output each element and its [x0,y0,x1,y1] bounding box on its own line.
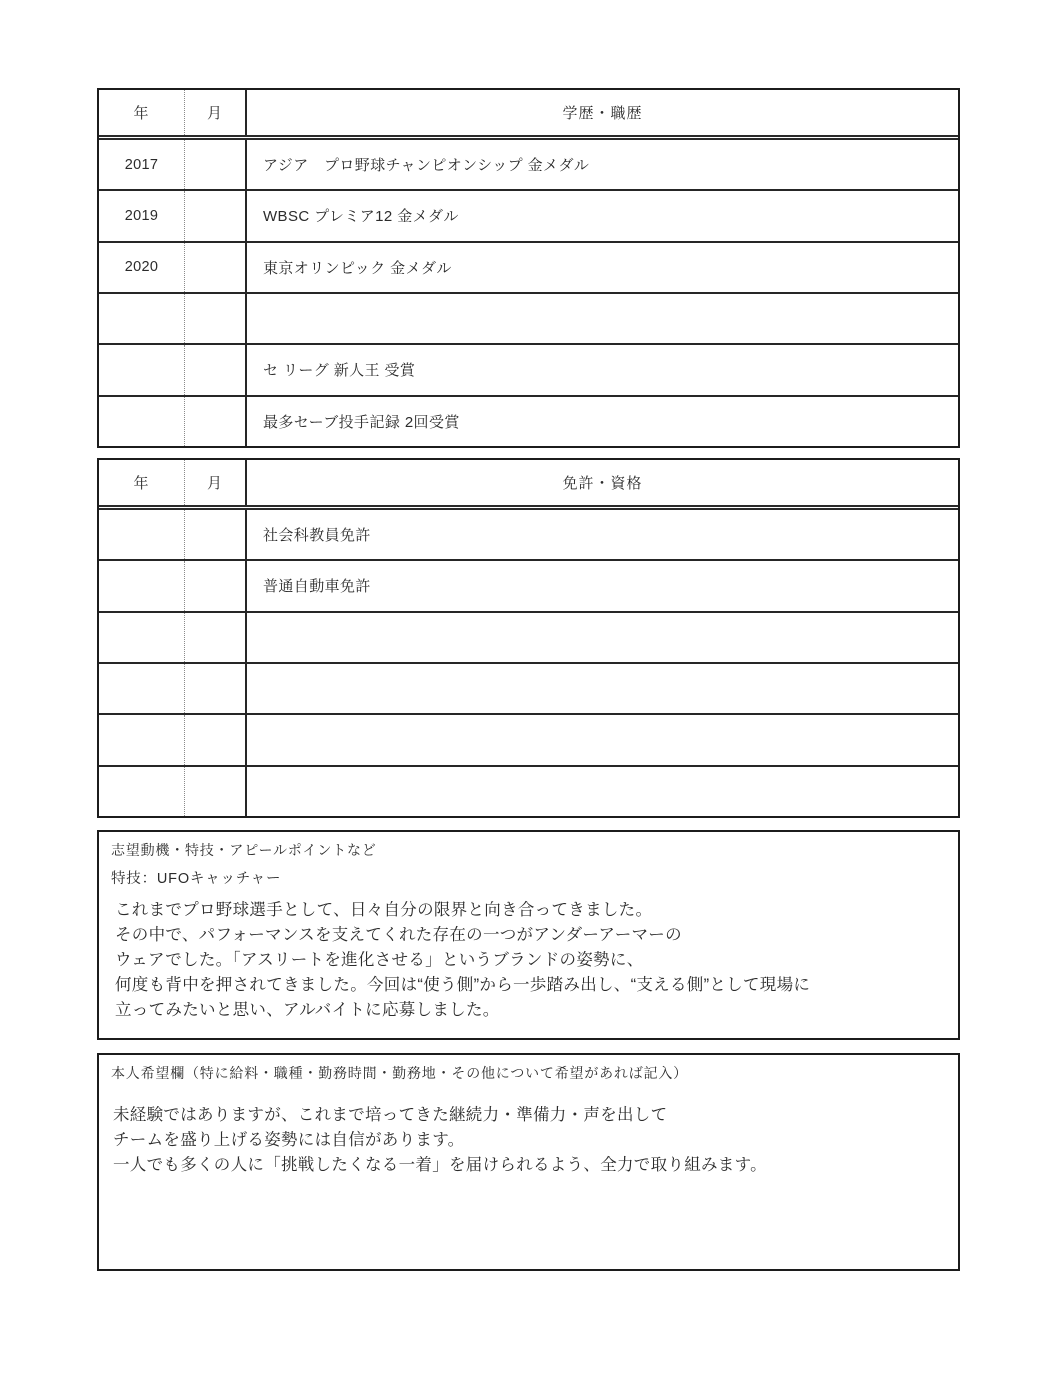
entry-cell [247,767,958,816]
month-cell [185,140,247,189]
year-cell [99,613,185,662]
month-cell [185,397,247,446]
year-cell [99,715,185,764]
table-row [99,713,958,764]
year-cell [99,510,185,559]
motivation-paragraph [111,898,946,1023]
motivation-skills-box [97,830,960,1040]
education-history-rows [99,140,958,446]
year-cell [99,397,185,446]
year-cell: 2019 [99,191,185,240]
month-cell [185,561,247,610]
year-cell [99,345,185,394]
licenses-column-header: 免許・資格 [562,475,643,492]
paragraph-line: 一人でも多くの人に「挑戦したくなる一着」を届けられるよう、全力で取り組みます。 [113,1156,767,1174]
special-skill-line: 特技：UFOキャッチャー [111,871,282,887]
month-column-header: 月 [185,460,247,505]
month-cell [185,345,247,394]
entry-cell [247,664,958,713]
wishes-box-label: 本人希望欄（特に給料・職種・勤務時間・勤務地・その他について希望があれば記入） [111,1065,688,1081]
education-history-table [97,88,960,448]
paragraph-line: 何度も背中を押されてきました。今回は“使う側”から一歩踏み出し、“支える側”として現場に [115,976,811,994]
entry-cell: 普通自動車免許 [263,578,371,596]
licenses-table-header-row [99,460,958,510]
paragraph-line: チームを盛り上げる姿勢には自信があります。 [113,1131,465,1149]
year-column-header: 年 [99,460,185,505]
table-row [99,140,958,189]
personal-wishes-box [97,1053,960,1271]
education-table-header-row [99,90,958,140]
month-cell [185,613,247,662]
education-history-column-header: 学歴・職歴 [562,105,643,122]
table-row [99,662,958,713]
entry-cell [247,715,958,764]
table-row [99,189,958,240]
month-cell [185,191,247,240]
paragraph-line: 立ってみたいと思い、アルバイトに応募しました。 [115,1001,500,1019]
entry-cell: セ リーグ 新人王 受賞 [263,362,416,380]
entry-cell: 社会科教員免許 [263,527,371,545]
entry-cell: 東京オリンピック 金メダル [263,259,452,277]
year-cell [99,561,185,610]
wishes-paragraph [111,1103,946,1178]
table-row [99,510,958,559]
entry-cell: 最多セーブ投手記録 2回受賞 [263,413,460,431]
entry-cell [247,613,958,662]
table-row [99,611,958,662]
entry-cell: アジア プロ野球チャンピオンシップ 金メダル [263,157,590,175]
paragraph-line: ウェアでした。「アスリートを進化させる」というブランドの姿勢に、 [115,951,644,969]
table-row [99,292,958,343]
month-cell [185,715,247,764]
year-cell [99,767,185,816]
month-cell [185,294,247,343]
licenses-table [97,458,960,818]
paragraph-line: これまでプロ野球選手として、日々自分の限界と向き合ってきました。 [115,901,653,919]
table-row [99,241,958,292]
paragraph-line: 未経験ではありますが、これまで培ってきた継続力・準備力・声を出して [113,1106,668,1124]
table-row [99,343,958,394]
year-cell [99,664,185,713]
year-cell [99,294,185,343]
month-cell [185,767,247,816]
month-cell [185,243,247,292]
year-column-header: 年 [99,90,185,135]
licenses-rows [99,510,958,816]
year-cell: 2020 [99,243,185,292]
month-column-header: 月 [185,90,247,135]
table-row [99,395,958,446]
entry-cell [247,294,958,343]
motivation-box-label: 志望動機・特技・アピールポイントなど [111,842,377,858]
month-cell [185,664,247,713]
year-cell: 2017 [99,140,185,189]
table-row [99,559,958,610]
paragraph-line: その中で、パフォーマンスを支えてくれた存在の一つがアンダーアーマーの [115,926,682,944]
entry-cell: WBSC プレミア12 金メダル [263,208,459,226]
month-cell [185,510,247,559]
table-row [99,765,958,816]
